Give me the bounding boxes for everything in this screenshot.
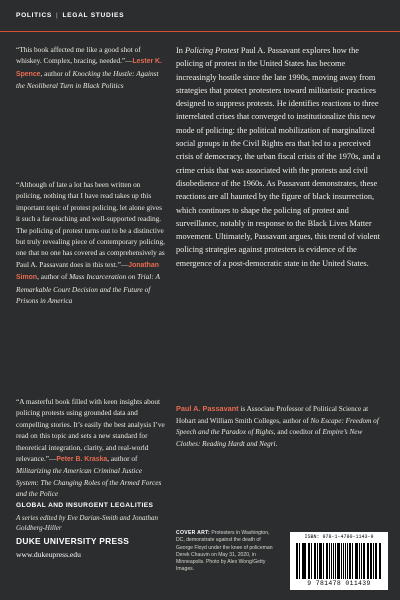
barcode-stripe (311, 543, 312, 579)
barcode-stripe (327, 543, 328, 579)
blurb-text: “A masterful book filled with keen insights about policing protests using grounded data and compelling stories. It’s easily the best analysis I’ve read on this topic and sets a new standard for theoretical integration, clarity, and real-world relevance.”— (16, 397, 165, 464)
barcode-stripe (364, 543, 365, 579)
author-name: Paul A. Passavant (176, 404, 239, 413)
barcode-stripe (363, 543, 364, 579)
barcode-stripe (323, 543, 324, 579)
blurb-book-title: Knocking the Hustle: Against the Neoliberal Turn in Black Politics (16, 68, 159, 91)
barcode-stripe (329, 543, 330, 579)
bio-text: , and coeditor of (273, 428, 323, 437)
description-intro: In (176, 46, 185, 55)
publisher-url[interactable]: www.dukeupress.edu (16, 550, 81, 559)
book-description (176, 44, 386, 270)
description-column (176, 44, 386, 270)
publisher-block (16, 536, 129, 559)
barcode-stripe (370, 543, 372, 579)
description-book-title: Policing Protest (185, 46, 239, 55)
blurb-book-title: Mass Incarceration on Trial: A Remarkable Court Decision and the Future of Prisons in America (16, 272, 160, 306)
cover-art-credit (176, 530, 276, 574)
category-bar (0, 0, 400, 32)
barcode-bars (296, 543, 382, 579)
blurb-kraska (16, 396, 166, 500)
publisher-name: DUKE UNIVERSITY PRESS (16, 536, 130, 546)
bio-text: . (275, 439, 278, 448)
barcode-stripe (303, 543, 304, 579)
barcode-number: 9 781478 011439 (307, 580, 371, 587)
blurb-attribution: Peter B. Kraska (56, 456, 108, 464)
blurb-affiliation: , author of (40, 68, 73, 78)
series-info (16, 502, 166, 533)
series-title: GLOBAL AND INSURGENT LEGALITIES (16, 502, 154, 509)
bio-text: is Associate Professor of Political Science at Hobart and William Smith Colleges, author of (176, 405, 369, 425)
blurb-affiliation: , author of (37, 272, 70, 282)
barcode-stripe (357, 543, 358, 579)
barcode-stripe (341, 543, 342, 579)
barcode-stripe (345, 543, 346, 579)
subject-categories (16, 12, 124, 19)
description-body: Paul A. Passavant explores how the policing of protest in the United States has become increasingly hostile since the late 1990s, moving away from strategies that protect protesters toward militaristic practices designed to suppress protests. He identifies reactions to three interrelated crises that converged to institutionalize this new mode of policing: the political mobilization of marginalized social groups in the Civil Rights era that led to a perceived crisis of democracy, the urban fiscal crisis of the 1970s, and a crime crisis that was associated with the protests and civil disobedience of the 1960s. As Passavant demonstrates, these reactions are all haunted by the figure of black insurrection, which continues to shape the policing of protest and surveillance, notably in response to the Black Lives Matter movement. Ultimately, Passavant argues, this trend of violent policing strategies against protesters is evidence of the emergence of a post-democratic state in the United States. (176, 46, 381, 268)
barcode-stripe (359, 543, 360, 579)
barcode-stripe (335, 543, 336, 579)
blurb-spence (16, 44, 166, 92)
author-bio (176, 403, 386, 450)
barcode-stripe (375, 543, 376, 579)
blurb-text: “This book affected me like a good shot of whiskey. Complex, bracing, needed.”— (16, 45, 141, 66)
barcode-stripe (352, 543, 353, 579)
barcode-stripe (376, 543, 377, 579)
bio-book-title: Empire’s New Clothes: Reading Hardt and Negri (176, 428, 363, 448)
blurb-book-title: Militarizing the American Criminal Justice System: The Changing Roles of the Armed Forces and the Police (16, 466, 162, 499)
isbn-label: ISBN: 978-1-4780-1143-9 (304, 534, 374, 540)
cover-art-label: COVER ART: (176, 530, 210, 536)
category-separator: | (56, 12, 59, 19)
bio-book-title: No Escape: Freedom of Speech and the Paradox of Rights (176, 416, 379, 437)
barcode-stripe (299, 543, 300, 579)
blurb-attribution: Jonathan Simon (16, 261, 159, 282)
cover-art-text: Protesters in Washington, DC, demonstrate against the death of George Floyd under the knee of policeman Derek Chauvin on May 31, 2020, in Minneapolis. Photo by Alex Wong/Getty Images. (176, 530, 273, 573)
barcode-stripe (309, 543, 310, 579)
barcode-stripe (380, 543, 381, 579)
blurb-affiliation: , author of (107, 454, 138, 464)
category-politics: POLITICS (16, 12, 53, 19)
barcode-stripe (347, 543, 348, 579)
series-editors: A series edited by Eve Darian-Smith and Jonathan Goldberg-Hiller (16, 514, 158, 532)
barcode-stripe (368, 543, 369, 579)
barcode-stripe (297, 543, 298, 579)
blurb-attribution: Lester K. Spence (16, 58, 162, 78)
isbn-barcode (290, 532, 388, 590)
category-legal-studies: LEGAL STUDIES (62, 12, 125, 19)
blurb-simon (16, 179, 166, 306)
barcode-stripe (333, 543, 334, 579)
barcode-stripe (304, 543, 306, 579)
blurb-text: “Although of late a lot has been written on policing, nothing that I have read takes up this important topic of protest policing, let alone gives it such a far-reaching and well-supported reading. The policing of protest turns out to be a distinctive but truly revealing piece of contemporary policing, one that no one has covered as comprehensively as Paul A. Passavant does in this text.”— (16, 180, 165, 269)
blurbs-column (16, 44, 166, 499)
barcode-stripe (339, 543, 340, 579)
barcode-stripe (321, 543, 322, 579)
barcode-stripe (315, 543, 316, 579)
barcode-stripe (317, 543, 318, 579)
barcode-stripe (350, 543, 351, 579)
